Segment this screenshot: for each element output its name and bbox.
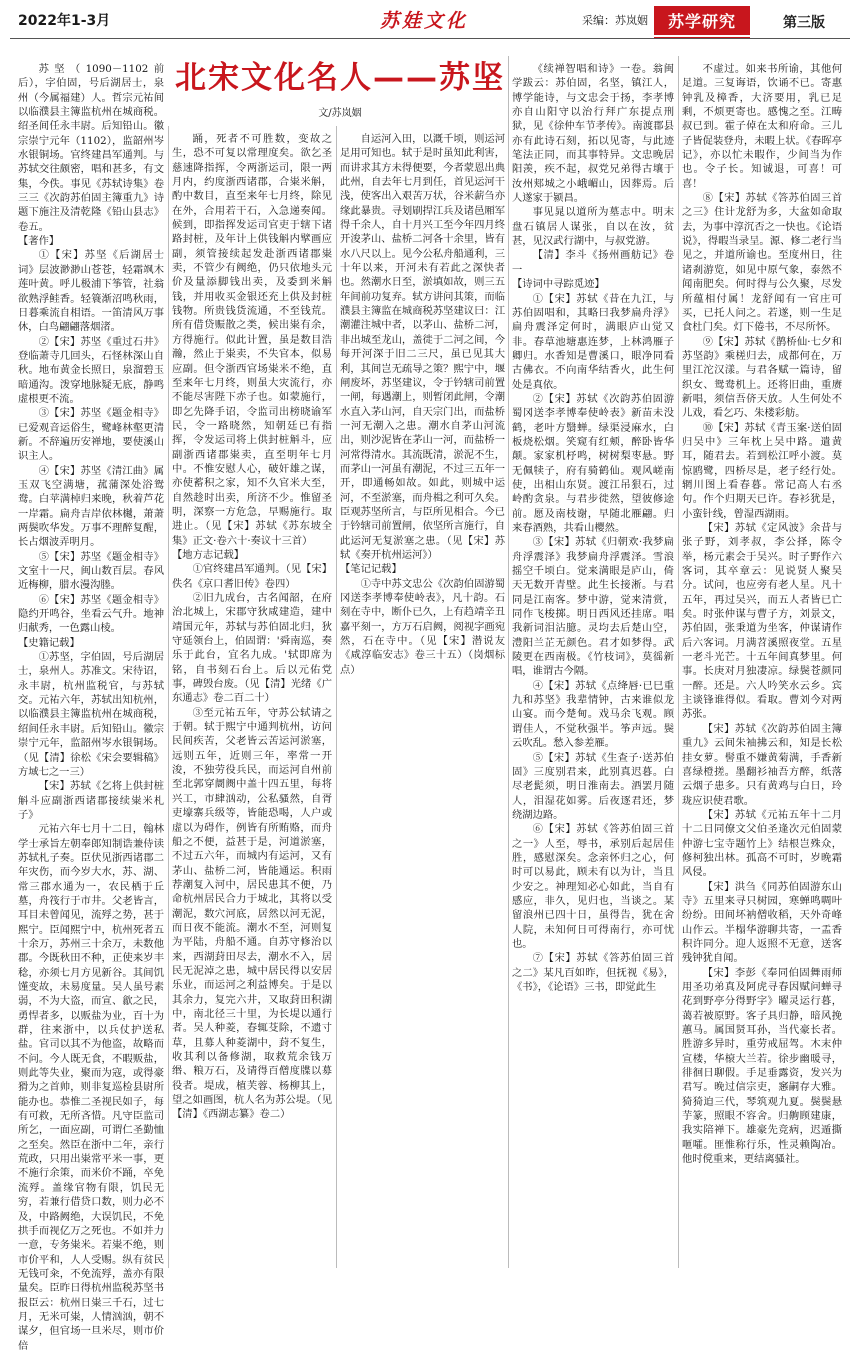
paragraph: 【地方志记载】 [172, 548, 245, 561]
paragraph: 【著作】 [18, 235, 60, 248]
section-banner: 苏学研究 [654, 6, 750, 35]
text-column-1 [18, 62, 164, 1352]
paragraph: 【宋】苏轼《定风波》余昔与张子野，刘孝叔，李公择，陈令举，杨元素会于吴兴。时子野作六客词，其卒章云：见说贤人聚吴分。试问，也应旁有老人星。凡十五年，再过吴兴，而五人者皆已亡矣。时张仲谋与曹子方，刘景文，苏伯固，张秉道为坐客，仲谋请作后六客词。月满苕溪照夜堂。五星一老斗光芒。十五年间真梦里。何事。长庚对月独凄凉。绿鬓苍颜同一醉。还是。六人吟笑水云乡。宾主谈锋谁得似。看取。曹刘今对两苏张。 [682, 522, 842, 721]
paragraph: 踊，死者不可胜数，变故之生，恐不可复以常理度矣。欲乞圣慈速降指挥，令两浙运司，限一两月内，约度浙西诸郡，合粜米斛，酌中数目，直至来年七月终，除见在外，合用若干石，入急递奏闻。候到，即指挥发运司官吏于辖下诸路封桩，及年计上供钱斛内擘画应副，须管接续起发赴浙西诸郡粜卖，不管少有阙绝，仍只依地头元价及量添脚钱出卖，及委到米斛钱，并用收买金银还充上供及封桩钱物。所贵钱货流通，不至钱荒。所有借贷赈散之类，候出粜有余，方得施行。似此计置，虽是数目浩瀚，然止于粜卖，不失官本，似易应副。但令浙西官场粜米不绝，直至来年七月终，则虽大灾流行，亦不能尽害陛下赤子也。如蒙施行，即乞先降手诏，令监司出榜晓谕军民，令一路晓然，知朝廷已有指挥，令发运司将上供封桩斛斗，应副浙西诸郡粜卖，直至明年七月中。不惟安慰人心，破奸雄之谋，亦使蓄积之家，知不久官米大至，自然趁时出卖，所济不少。惟留圣明，深察一方危急，早赐施行。取进止。（见【宋】苏轼《苏东坡全集》正文·卷六十·奏议十三首） [172, 133, 332, 547]
paragraph: 不虚过。如来书所谕，其他何足道。三复诲语，饮诵不已。寄惠钟乳及樟香，大济要用，乳已足剩，不烦更寄也。感愧之至。江畴叔已到。霍子倬在太和府命。三儿子皆促装登舟，未暇上状。《春晖亭记》，亦以忙未暇作，少间当为作也。令子长。知诚退，可喜！可喜！ [682, 63, 842, 190]
paragraph: ⑩【宋】苏轼《青玉案·送伯固归吴中》三年枕上吴中路。遣黄耳，随君去。若到松江呼小渡。莫惊鸥鹭，四桥尽是，老子经行处。辋川图上看春暮。常记高人右丞句。作个归期天已许。春衫犹是，小蛮针线，曾湿西湖雨。 [682, 421, 842, 520]
paragraph: 苏坚（1090－1102前后），字伯固，号后湖居士，泉州（今属福建）人。哲宗元祐间以临濮县主簿监杭州在城商税。绍圣间任永丰尉。后知铅山。徽宗崇宁元年（1102），监韶州岑水银铜场。官终建昌军通判。与苏轼交往颇密，唱和甚多，有文集，今佚。事见《苏轼诗集》卷三三《次韵苏伯固主簿重九》诗题下施注及清乾隆《铅山县志》卷五。 [18, 63, 164, 233]
paragraph: ⑤【宋】苏轼《生查子·送苏伯固》三度别君来，此别真迟暮。白尽老髭须，明日淮南去。酒罢月随人，泪湿花如雾。后夜逐君还，梦绕湖边路。 [512, 751, 674, 821]
article-title: 北宋文化名人——苏坚 [175, 60, 505, 96]
issue-date: 2022年1-3月 [18, 13, 111, 29]
paragraph: ④【宋】苏坚《清江曲》属玉双飞空满塘，菰蒲深处浴鸳鸯。白苹满棹归来晚，秋着芦花一岸霜。扁舟吉岸依林樾，萧萧两鬓吹华发。万事不理醉复醒，长占烟波弄明月。 [18, 464, 164, 549]
paragraph: ①【宋】苏坚《后湖居士词》层波渺渺山苍苍，轻霜飒木莲叶黄。呼儿极浦下筝管，社翁欲熟浮鲑香。轻簑渐沼鸣秋雨，日暮乘流自相语。一笛清风万事休，白鸟翩翩落烟渚。 [18, 249, 164, 334]
column-divider [168, 126, 169, 1268]
paragraph: 【宋】洪刍《同苏伯固游东山寺》五里来寻只树园，寒蝉鸣啁叶纷纷。田间坏衲僧收稻，天外奇峰山作云。半榻华游聊共寄，一盂香积许同分。迎人返照不无意，送客残钟犹自闻。 [682, 880, 842, 965]
paragraph: ⑧【宋】苏轼《答苏伯固三首之三》住计龙舒为多，大盆如命取去，为事中淳沉否之一快也。《论语说》，得暇当录呈。源、修二老行当见之，并道所谕也。至度州日，往诸刹游览，如见中原气象，泰然不闻南肥矣。何时得与公久聚，尽发所蕴相付属！龙舒闻有一官庄可买，已托人问之。若遂，则一生足食杜门矣。灯下倦书，不尽所怀。 [682, 192, 842, 334]
column-divider [678, 56, 679, 1268]
paragraph: ②旧九成台，古名闻韶，在府治北城上，宋郡守狄咸建造，建中靖国元年，苏轼与苏伯固北归，狄守延领台上，伯固谓：'舜南巡，奏乐于此台，宜名九成。'轼即席为铭，自书刻石台上。后以元佑党事，碑毁台废。（见【清】光绪《广东通志》卷二百二十） [172, 592, 332, 705]
text-column-3 [340, 132, 505, 1270]
paragraph: 【诗词中寻踪觅迹】 [512, 278, 605, 291]
paragraph: 《续禅智唱和诗》一卷。翁闽学跋云：苏伯固，名坚，镇江人，博学能诗，与文忠会于扬，李孝博亦自山阳守以治行拜广东提点刑狱，见《徐仲车节孝传》。南渡郡县亦有此诗石刻，拓以见寄，与此迹笔法正同，而其事特异。文忠晚居阳羡，疾不起，叔党兄弟得古壤于汝州郏城之小峨嵋山，因葬焉。后人遂家于颍昌。 [512, 63, 674, 205]
paragraph: 自运河入田，以溉千顷，则运河足用可知也。轼于是时虽知此利害，而讲求其方未得便要，今者蒙恩出典此州，自去年七月到任，首见运河干浅，使客出入艰苦万状，谷米薪刍亦缘此暴贵。寻划刷捍江兵及诸邑厢军得千余人，自十月兴工至今年四月终开浚茅山、盐桥二河各十余里，皆有水八尺以上。见今公私舟船通利，三十年以来，开河未有若此之深快者也。然潮水日至，淤填如故，则三五年间前功复弃。轼方讲问其策，而临濮县主簿监在城商税苏坚建议曰：江潮灌注城中者，以茅山、盐桥二河，非出城至龙山，盖徙于二河之间，今每开河深于旧二三尺，虽已见其大利，其间岂无疏导之策？熙宁中，堰闸废坏，苏坚建议，令于钤辖司前置一闸，每遇潮上，则暂闭此闸，令潮水直入茅山河，自天宗门出，而盐桥一河无潮入之患。潮水自茅山河流出，则沙泥皆在茅山一河，而盐桥一河常得清水。其流既清，淤泥不生，而茅山一河虽有潮泥，不过三五年一开，即通畅如故。如此，则城中运河，不至淤塞，而舟楫之利可久矣。臣观苏坚所言，与臣所见相合。今已于钤辖司前置闸，依坚所言施行，自此运河无复淤塞之患。（见【宋】苏轼《奏开杭州运河》） [340, 133, 505, 561]
paragraph: ⑥【宋】苏轼《答苏伯固三首之一》人至，辱书，承别后起居佳胜，感慰深矣。念亲怀归之心，何时可以易此，顾未有以为计，当且少安之。神理知必心如此，当自有感应，非久，见归也，当谈之。某留浪州已四十日，虽得告，犹在舍人院，未知何日可得南行，亦可忧也。 [512, 823, 674, 950]
editor-credit: 采编：苏岚姻 [582, 14, 648, 27]
page-header [0, 0, 860, 40]
text-column-2 [172, 132, 332, 1270]
paragraph: ③【宋】苏轼《归朝欢·我梦扁舟浮震泽》我梦扁舟浮震泽。雪浪摇空千顷白。觉来满眼是庐山，倚天无数开青壁。此生长接淅。与君同是江南客。梦中游，觉来清赏，同作飞梭掷。明日西风还挂席。唱我新词泪沾臆。灵均去后楚山空，澧阳兰芷无颜色。君才如梦得。武陵更在西南极。《竹枝词》，莫徭新唱，谁谓古今隔。 [512, 536, 674, 678]
paragraph: 元祐六年七月十二日，翰林学士承旨左朝奉郎知制诰兼侍读苏轼札子奏。臣伏见浙西诸郡二年灾伤，而今岁大水，苏、湖、常三郡水通为一，农民栖于丘墓，舟筏行于市井。父老皆言，耳目未曾闻见，流殍之势，甚于熙宁。臣闻熙宁中，杭州死者五十余万，苏州三十余万，未数他郡。今既秋田不种，正使来岁丰稔，亦须七月方见新谷。其间饥馑变故，未易度量。吴人虽号素弱，不为大盗，而宣、歙之民，勇悍者多，以贩盐为业，百十为群，往来浙中，以兵仗护送私盐。官司以其不为他盗，故略而不问。今人既无食，不暇贩盐，则此等失业，聚而为寇，或得豪猾为之首帅，则非复巡检县尉所能办也。恭惟二圣视民如子，每有可救，无所吝惜。凡守臣监司所乞，一面应副，可谓仁圣勤恤之至矣。然臣在浙中二年，亲行荒政，只用出粜常平米一事，更不施行余策，而米价不踊，卒免流殍。盖缘官物有限，饥民无穷，若兼行借贷口数，则力必不及，中路阙绝，大误饥民，不免拱手而视亿万之死也。不如并力一意，专务粜米。若粜不绝，则市价平和，人人受赐。纵有贫民无钱可籴，不免流殍，盖亦有限量矣。臣昨日得杭州监税苏坚书报臣云：杭州日粜三千石，过七月，无米可粜，人情汹汹，朝不谋夕，但官场一旦米尽，则市价倍 [18, 823, 164, 1352]
paragraph: 【清】李斗《扬州画舫记》卷一 [512, 249, 674, 276]
paragraph: ⑨【宋】苏轼《鹊桥仙·七夕和苏坚韵》乘槎归去，成都何在，万里江沱汉漾。与君各赋一篇诗，留织女、鸳鸯机上。还将旧曲，重赓新唱，须信吾侪天放。人生何处不儿戏，看乞巧、朱楼彩舫。 [682, 335, 842, 420]
masthead: 苏娃文化 [380, 10, 469, 32]
paragraph: 【笔记记载】 [340, 563, 402, 576]
paragraph: ⑦【宋】苏轼《答苏伯固三首之二》某凡百如昨，但抚视《易》，《书》，《论语》三书，即觉此生 [512, 952, 674, 993]
paragraph: ①【宋】苏轼《昔在九江，与苏伯固唱和，其略曰我梦扁舟浮》扁舟震泽定何时，满眼庐山觉又非。春草池塘惠连梦，上林鸿雁子卿归。水香知是曹溪口，眼净同看古佛衣。不向南华结香火，此生何处是真依。 [512, 292, 674, 391]
column-divider [336, 126, 337, 1268]
paragraph: 【宋】李彭《奉同伯固舞雨师用圣功弟真及阿虎寻春因赋问蝉寻花到野亭分得野字》曜灵运行暮，蔼若被原野。客子具归静，暗风挽蕙马。属国贤耳孙，当代豪长者。胜游多异时，重劳戒屈驾。木末仲宣楼，华榱大兰若。徐步幽暖寻，徘徊日聊假。手足垂露资，发兴为君写。晚过信宗吏，窸嗣存大雅。猗猗迫三代，琴筑观九夏。鬓鬓悬芋篆，照眼不容舍。归齁顾建康，我实陪禅下。雄豪先竞病，迟遁撕咂嚯。匪惟称行乐，性灵赖陶冶。他时傥重来，更结离骚社。 [682, 966, 842, 1166]
paragraph: 【宋】苏轼《乞将上供封桩斛斗应副浙西诸郡接续粜米札子》 [18, 780, 164, 821]
paragraph: 【史籍记载】 [18, 636, 80, 649]
paragraph: ③【宋】苏坚《题金相寺》已爱观音运俗生，鹭峰林壑更清新。不辞遍历安禅地，要使溪山识主人。 [18, 407, 164, 463]
paragraph: ③至元祐五年，守苏公轼请之于朝。轼于熙宁中通判杭州，访问民间疾苦，父老皆云苦运河淤塞，远则五年，近则三年，率常一开浚，不独劳役兵民，而运河自州前至北郭穿阛阓中盖十四五里，每将兴工，市肆汹动，公私骚然，自胥吏壕寨兵级等，皆能恐喝，人户或虚以为碍作，例皆有所贿赂，而舟船之不便，益甚于是，河道淤塞，不过五六年，而城内有运河，又有茅山、盐桥二河，皆能通运。积雨荐潮复入河中，居民患其不便，乃命杭州居民合力于城北，其将以受潮泥，数穴河底，居然以河无泥，而日夜不能流。潮水不至，河则复为平陆，舟船不通。自苏守修治以来，西湖葑田尽去，潮水不入，居民无泥淖之患，城中居民得以安居乐业，而运河之利益博矣。于是以其余力，复完六井，又取葑田积湖中，南北径三十里，为长堤以通行者。吴人种菱，春辄芟除，不遗寸草，且募人种菱湖中，葑不复生，收其利以备修湖，取救荒余钱万缗、粮万石，及请得百僧度牒以募役者。堤成，植芙蓉、杨柳其上，望之如画图，杭人名为苏公堤。（见【清】《西湖志纂》卷二） [172, 706, 332, 1121]
text-column-5 [682, 62, 842, 1270]
text-column-4 [512, 62, 674, 1270]
paragraph: ⑤【宋】苏坚《题金相寺》文室十一尺，闽山数百层。春风近梅柳，腊水漫沟塍。 [18, 550, 164, 592]
page-number: 第三版 [783, 15, 825, 31]
header-rule [10, 38, 850, 39]
column-divider [508, 56, 509, 1268]
paragraph: ①苏坚，字伯固，号后湖居士，泉州人。苏准文。宋待诏，永丰尉，杭州监税官，与苏轼交。元祐六年，苏轼出知杭州，以临濮县主簿监杭州在城商税，绍间任永丰尉。后知铅山。徽宗崇宁元年，监韶州岑水银铜场。（见【清】徐松《宋会要辑稿》方域七之一三） [18, 651, 164, 778]
paragraph: 【宋】苏轼《次韵苏伯固主簿重九》云间朱袖拂云和，知是长松挂女萝。髻重不嫌黄菊满，手香新喜绿橙搓。墨翻衫袖吾方醉，纸落云烟子患多。只有黄鸡与白日，玲珑应识使君歌。 [682, 722, 842, 807]
paragraph: ②【宋】苏坚《重过石井》登临萧寺几回头，石怪林深山自秋。地布黄金长照日，泉溜碧玉暗通沟。泼穿地脉疑无底，静鸣虚根更不流。 [18, 335, 164, 405]
paragraph: 事见晁以道所为墓志中。明末盘石镇居人谋张，自以在汝，贫甚，见汉武行湖中，与叔党游。 [512, 206, 674, 248]
paragraph: ①寺中苏文忠公《次韵伯固游蜀冈送李孝博奉使岭表》，凡十韵。石刻在寺中，断仆已久，上有趋靖辛丑嘉平刻一，方万石启阙，阅视字画宛然，石在寺中。（见【宋】潜说友《咸淳临安志》卷三十五）（岗烟标点） [340, 577, 505, 676]
article-byline: 文/苏岚姻 [318, 108, 362, 119]
paragraph: ⑥【宋】苏坚《题金相寺》隐约开鸣谷，坐看云气升。地神归献秀，一色露山棱。 [18, 593, 164, 635]
paragraph: ④【宋】苏轼《点绛唇·已巳重九和苏坚》我辈情钟，古来谁似龙山宴。而今楚甸。戏马余飞观。顾谓佳人，不觉秋强半。筝声远。鬓云吹乱。愁入参差雁。 [512, 679, 674, 750]
paragraph: 【宋】苏轼《元祐五年十二月十二日同僚文父伯圣逢次元伯固蒙仲游七宝寺题竹上》结根岂殊众，修柯独出林。孤高不可时，岁晚霜风侵。 [682, 808, 842, 879]
paragraph: ①官终建昌军通判。（见【宋】佚名《京口耆旧传》卷四） [172, 563, 332, 590]
paragraph: ②【宋】苏轼《次韵苏伯固游蜀冈送李孝博奉使岭表》新苗未没鹤，老叶方翳蝉。绿渠浸麻水，白板烧松烟。笑窥有红颊，醉卧皆华颠。家家机杼鸣，树树梨枣悬。野无佩犊子，府有骑鹤仙。观风嵯南使，出相山东贤。渡江吊狠石，过岭酌贪泉。与君步徙然，望彼修途前。愿及南枝谢，早随北雁翩。归来春酒熟，共看山樱然。 [512, 392, 674, 534]
